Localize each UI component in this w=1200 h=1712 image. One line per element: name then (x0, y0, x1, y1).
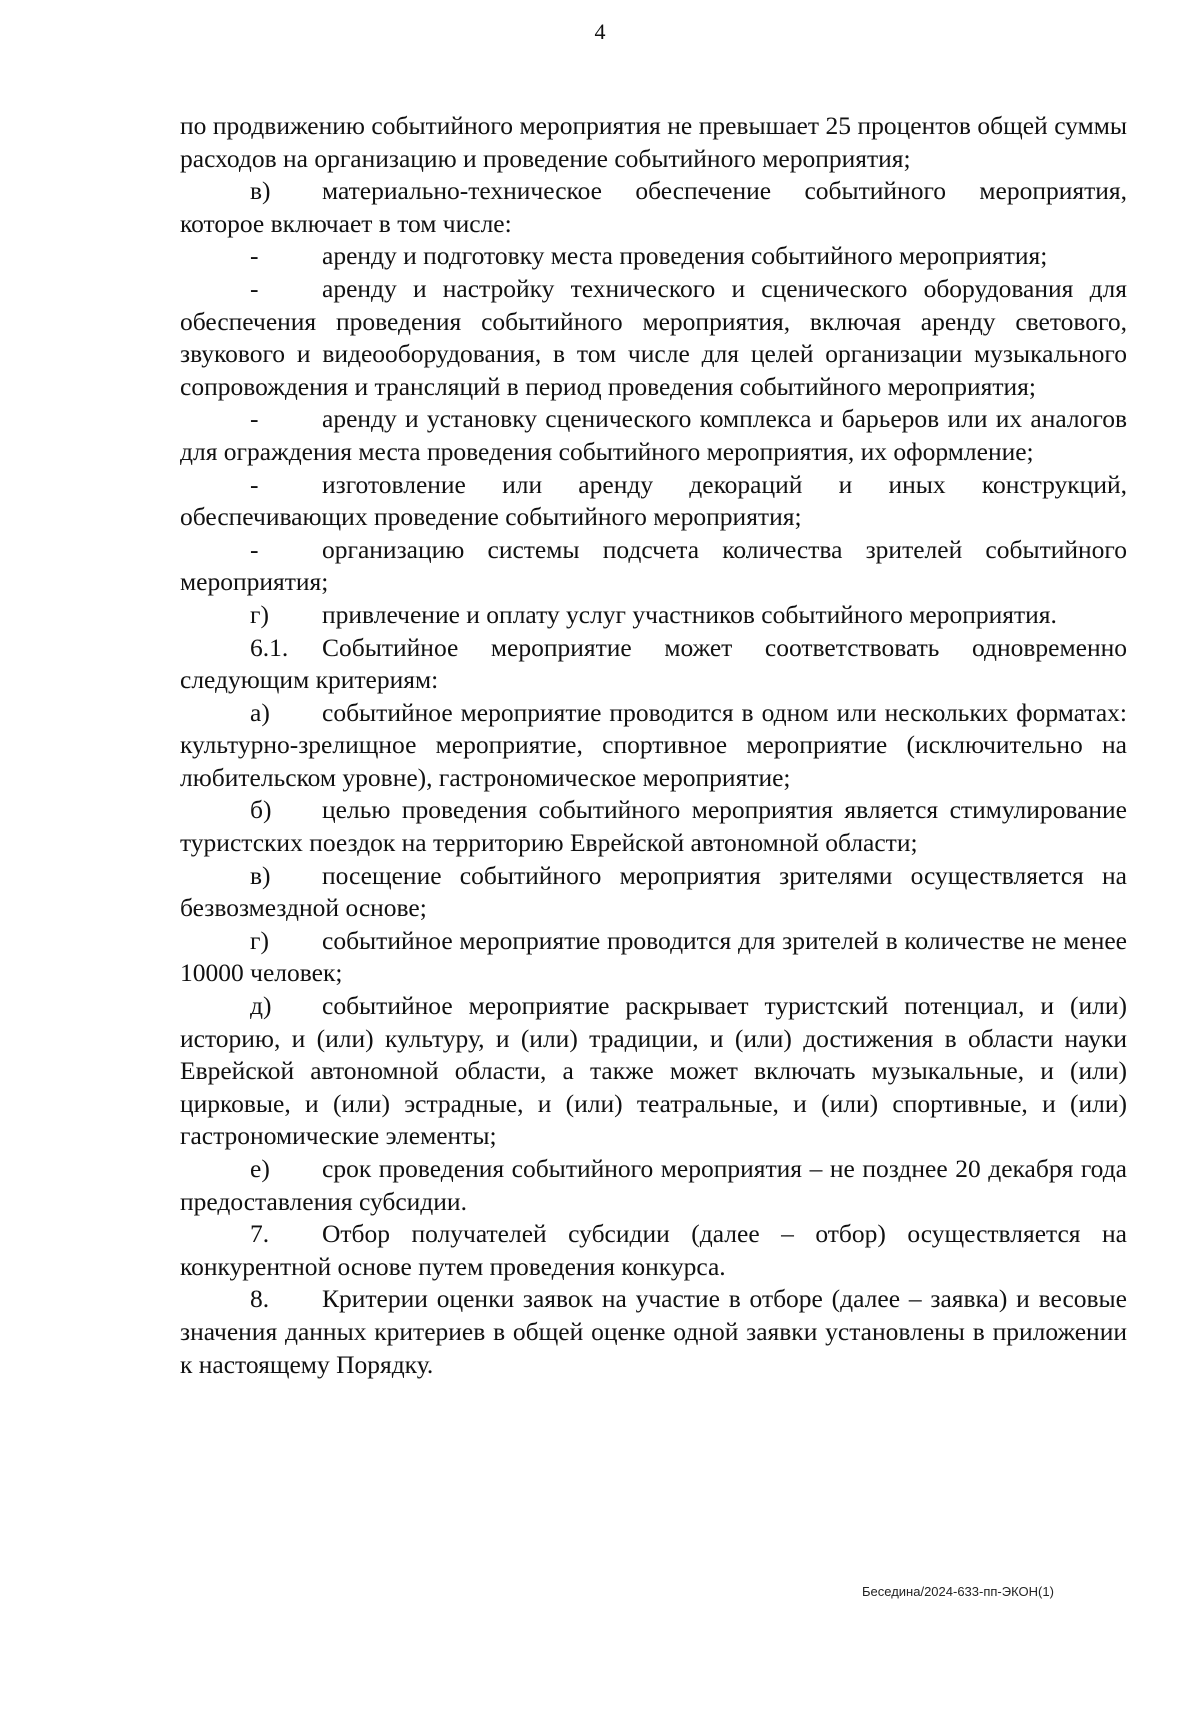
section-number: 8. (250, 1284, 270, 1314)
list-item-g (180, 925, 1127, 990)
section-8 (180, 1283, 1127, 1381)
list-marker: - (250, 241, 259, 271)
list-item-v (180, 175, 1127, 240)
list-item-v (180, 860, 1127, 925)
list-item-a (180, 697, 1127, 795)
section-7 (180, 1218, 1127, 1283)
list-marker: - (250, 534, 259, 564)
page-number: 4 (594, 19, 606, 44)
section-6-1 (180, 632, 1127, 697)
section-number: 7. (250, 1219, 270, 1249)
paragraph-text: целью проведения событийного мероприятия является стимулирование туристских поездок на территорию Еврейской автономной области; (180, 795, 1127, 858)
paragraph-text: организацию системы подсчета количества зрителей событийного мероприятия; (180, 534, 1127, 597)
paragraph-text: привлечение и оплату услуг участников событийного мероприятия. (322, 599, 1057, 629)
list-marker: - (250, 469, 259, 499)
list-marker: - (250, 404, 259, 434)
paragraph-text: срок проведения событийного мероприятия – не позднее 20 декабря года предоставления субсидии. (180, 1154, 1127, 1216)
list-marker: в) (250, 176, 271, 206)
list-item-dash (180, 469, 1127, 534)
list-item-dash (180, 273, 1127, 403)
paragraph-text: материально-техническое обеспечение событийного мероприятия, которое включает в том числе: (180, 176, 1127, 238)
paragraph-text: событийное мероприятие проводится в одном или нескольких форматах: культурно-зрелищное мероприятие, спортивное мероприятие (исключительно на любительском уровне), гастрономическое мероприятие; (180, 697, 1127, 792)
paragraph-text: посещение событийного мероприятия зрителями осуществляется на безвозмездной основе; (180, 860, 1127, 923)
paragraph-text: Событийное мероприятие может соответствовать одновременно следующим критериям: (180, 632, 1127, 695)
list-marker: а) (250, 697, 270, 727)
section-number: 6.1. (250, 632, 289, 662)
paragraph-text: аренду и подготовку места проведения событийного мероприятия; (322, 241, 1048, 271)
paragraph-continuation (180, 110, 1127, 175)
paragraph-text: аренду и настройку технического и сценического оборудования для обеспечения проведения событийного мероприятия, включая аренду светового, звукового и видеооборудования, в том числе для целей организации музыкального сопровождения и трансляций в период проведения событийного мероприятия; (180, 273, 1127, 401)
list-item-g (180, 599, 1127, 632)
paragraph-text: по продвижению событийного мероприятия не превышает 25 процентов общей суммы расходов на организацию и проведение событийного мероприятия; (180, 111, 1127, 173)
paragraph-text: событийное мероприятие раскрывает туристский потенциал, и (или) историю, и (или) культуру, и (или) традиции, и (или) достижения в области науки Еврейской автономной области, а также может включать музыкальные, и (или) цирковые, и (или) эстрадные, и (или) театральные, и (или) спортивные, и (или) гастрономические элементы; (180, 991, 1127, 1151)
document-body (180, 110, 1127, 1381)
list-marker: е) (250, 1154, 270, 1183)
list-item-e (180, 1153, 1127, 1218)
list-marker: г) (250, 599, 269, 629)
paragraph-text: Критерии оценки заявок на участие в отборе (далее – заявка) и весовые значения данных критериев в общей оценке одной заявки установлены в приложении к настоящему Порядку. (180, 1284, 1127, 1379)
list-marker: - (250, 273, 259, 303)
list-item-b (180, 794, 1127, 859)
list-marker: д) (250, 991, 272, 1021)
list-item-dash (180, 240, 1127, 273)
list-marker: б) (250, 795, 272, 825)
list-item-dash (180, 534, 1127, 599)
document-reference-footer: Беседина/2024-633-пп-ЭКОН(1) (862, 1584, 1054, 1599)
paragraph-text: событийное мероприятие проводится для зрителей в количестве не менее 10000 человек; (180, 925, 1127, 988)
paragraph-text: аренду и установку сценического комплекса и барьеров или их аналогов для ограждения места проведения событийного мероприятия, их оформление; (180, 404, 1127, 466)
paragraph-text: Отбор получателей субсидии (далее – отбор) осуществляется на конкурентной основе путем проведения конкурса. (180, 1219, 1127, 1281)
list-item-d (180, 990, 1127, 1153)
list-marker: г) (250, 925, 269, 955)
list-item-dash (180, 403, 1127, 468)
paragraph-text: изготовление или аренду декораций и иных конструкций, обеспечивающих проведение событийного мероприятия; (180, 469, 1127, 532)
list-marker: в) (250, 860, 271, 890)
